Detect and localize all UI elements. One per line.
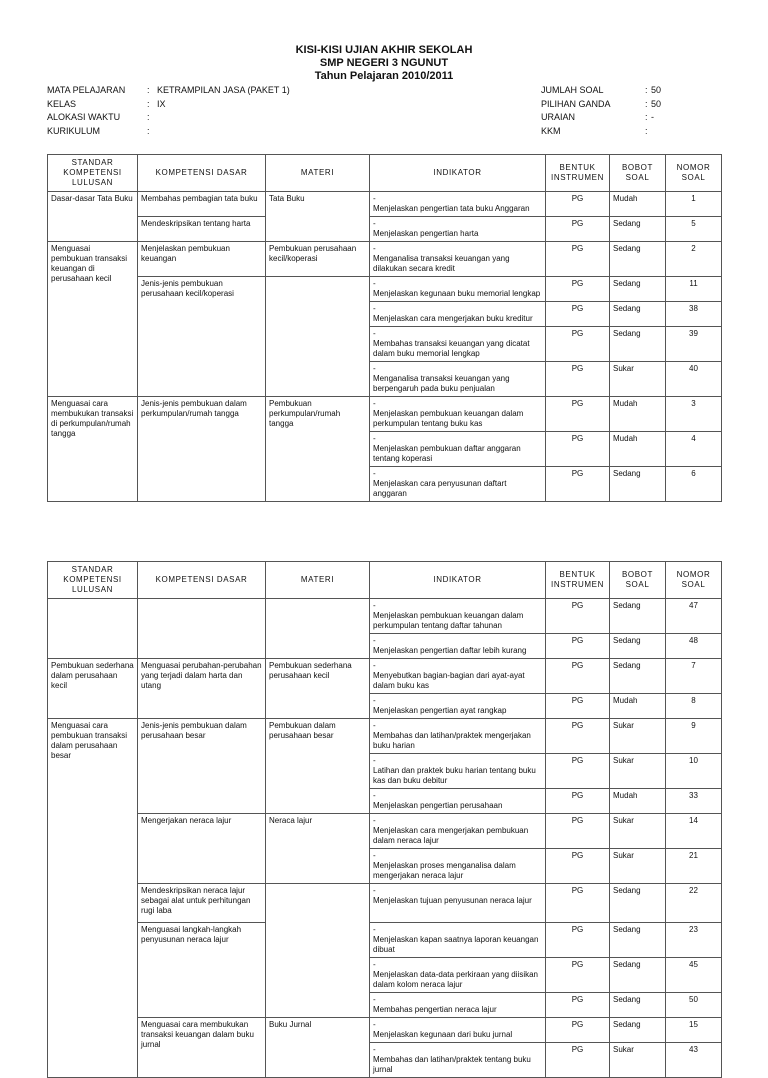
info-value: 50 <box>651 98 662 109</box>
table-row <box>48 1018 722 1043</box>
col-header-nomor: NOMOR SOAL <box>666 155 722 192</box>
bullet-dash: - <box>373 1020 376 1029</box>
cell-bentuk: PG <box>546 659 610 694</box>
cell-bentuk: PG <box>546 362 610 397</box>
cell-indikator <box>370 432 546 467</box>
cell-bobot: Sedang <box>610 302 666 327</box>
info-colon: : <box>645 112 648 122</box>
cell-skl: Pembukuan sederhana dalam perusahaan kecil <box>48 659 138 719</box>
table-row <box>48 242 722 277</box>
cell-nomor: 1 <box>666 192 722 217</box>
cell-indikator <box>370 694 546 719</box>
bullet-dash: - <box>373 304 376 313</box>
info-row <box>541 84 661 98</box>
cell-kd: Jenis-jenis pembukuan dalam perkumpulan/rumah tangga <box>138 397 266 502</box>
cell-nomor: 22 <box>666 884 722 923</box>
indikator-text: Membahas transaksi keuangan yang dicatat dalam buku memorial lengkap <box>373 339 530 358</box>
bullet-dash: - <box>373 399 376 408</box>
table-row <box>48 719 722 754</box>
indikator-text: Menjelaskan pengertian daftar lebih kurang <box>373 646 527 655</box>
indikator-text: Menjelaskan pembukuan daftar anggaran tentang koperasi <box>373 444 521 463</box>
cell-nomor: 21 <box>666 849 722 884</box>
bullet-dash: - <box>373 886 376 895</box>
indikator-text: Menganalisa transaksi keuangan yang dilakukan secara kredit <box>373 254 510 273</box>
cell-bentuk: PG <box>546 1018 610 1043</box>
info-row <box>541 98 661 112</box>
cell-nomor: 43 <box>666 1043 722 1078</box>
cell-nomor: 39 <box>666 327 722 362</box>
bullet-dash: - <box>373 219 376 228</box>
col-header-materi: MATERI <box>266 155 370 192</box>
cell-bentuk: PG <box>546 634 610 659</box>
table-row <box>48 814 722 849</box>
bullet-dash: - <box>373 434 376 443</box>
indikator-text: Menganalisa transaksi keuangan yang berpengaruh pada buku penjualan <box>373 374 510 393</box>
cell-indikator <box>370 397 546 432</box>
cell-materi: Buku Jurnal <box>266 1018 370 1078</box>
cell-nomor: 6 <box>666 467 722 502</box>
cell-kd <box>138 599 266 659</box>
info-colon: : <box>147 112 150 122</box>
cell-nomor: 8 <box>666 694 722 719</box>
cell-kd: Menguasai langkah-langkah penyusunan neraca lajur <box>138 923 266 1018</box>
cell-nomor: 3 <box>666 397 722 432</box>
bullet-dash: - <box>373 194 376 203</box>
cell-materi <box>266 599 370 659</box>
cell-bentuk: PG <box>546 719 610 754</box>
indikator-text: Menyebutkan bagian-bagian dari ayat-ayat dalam buku kas <box>373 671 525 690</box>
info-value: 50 <box>651 85 662 95</box>
cell-bentuk: PG <box>546 884 610 923</box>
cell-bobot: Sedang <box>610 277 666 302</box>
table-row <box>48 397 722 432</box>
cell-bentuk: PG <box>546 694 610 719</box>
info-row <box>47 84 290 98</box>
cell-indikator <box>370 302 546 327</box>
cell-bentuk: PG <box>546 958 610 993</box>
cell-indikator <box>370 599 546 634</box>
info-value: IX <box>157 98 166 109</box>
indikator-text: Membahas dan latihan/praktek mengerjakan buku harian <box>373 731 531 750</box>
table-row <box>48 217 722 242</box>
cell-nomor: 45 <box>666 958 722 993</box>
info-colon: : <box>147 125 150 136</box>
cell-nomor: 50 <box>666 993 722 1018</box>
info-row <box>541 125 661 139</box>
indikator-text: Menjelaskan kapan saatnya laporan keuangan dibuat <box>373 935 539 954</box>
info-label: PILIHAN GANDA <box>541 98 611 109</box>
cell-indikator <box>370 362 546 397</box>
cell-bobot: Mudah <box>610 432 666 467</box>
cell-bentuk: PG <box>546 217 610 242</box>
cell-bobot: Sedang <box>610 242 666 277</box>
cell-nomor: 47 <box>666 599 722 634</box>
cell-indikator <box>370 849 546 884</box>
table-row <box>48 884 722 923</box>
info-colon: : <box>645 85 648 95</box>
cell-kd: Mengerjakan neraca lajur <box>138 814 266 884</box>
cell-nomor: 15 <box>666 1018 722 1043</box>
table-row <box>48 192 722 217</box>
cell-bobot: Sedang <box>610 993 666 1018</box>
indikator-text: Membahas pengertian neraca lajur <box>373 1005 497 1014</box>
cell-bentuk: PG <box>546 1043 610 1078</box>
cell-nomor: 9 <box>666 719 722 754</box>
indikator-text: Menjelaskan cara penyusunan daftart anggaran <box>373 479 507 498</box>
bullet-dash: - <box>373 960 376 969</box>
cell-materi: Pembukuan sederhana perusahaan kecil <box>266 659 370 719</box>
cell-indikator <box>370 1043 546 1078</box>
cell-materi: Pembukuan dalam perusahaan besar <box>266 719 370 814</box>
bullet-dash: - <box>373 364 376 373</box>
col-header-bobot: BOBOT SOAL <box>610 155 666 192</box>
cell-materi <box>266 277 370 397</box>
cell-nomor: 11 <box>666 277 722 302</box>
cell-materi: Pembukuan perusahaan kecil/koperasi <box>266 242 370 277</box>
cell-kd: Jenis-jenis pembukuan perusahaan kecil/koperasi <box>138 277 266 397</box>
col-header-indikator: INDIKATOR <box>370 562 546 599</box>
cell-bobot: Sedang <box>610 1018 666 1043</box>
school-name: SMP NEGERI 3 NGUNUT <box>319 57 449 69</box>
cell-materi <box>266 884 370 1018</box>
cell-kd: Membahas pembagian tata buku <box>138 192 266 217</box>
cell-bentuk: PG <box>546 397 610 432</box>
cell-nomor: 10 <box>666 754 722 789</box>
cell-nomor: 33 <box>666 789 722 814</box>
cell-indikator <box>370 277 546 302</box>
cell-bentuk: PG <box>546 993 610 1018</box>
cell-skl: Dasar-dasar Tata Buku <box>48 192 138 242</box>
cell-indikator <box>370 993 546 1018</box>
exam-info-right <box>541 84 661 138</box>
indikator-text: Membahas dan latihan/praktek tentang buku jurnal <box>373 1055 531 1074</box>
cell-indikator <box>370 217 546 242</box>
cell-indikator <box>370 789 546 814</box>
info-row <box>47 111 290 125</box>
indikator-text: Menjelaskan pengertian perusahaan <box>373 801 503 810</box>
bullet-dash: - <box>373 791 376 800</box>
info-label: ALOKASI WAKTU <box>47 112 121 122</box>
indikator-text: Menjelaskan pembukuan keuangan dalam perkumpulan tentang buku kas <box>373 409 524 428</box>
cell-bobot: Mudah <box>610 397 666 432</box>
cell-skl: Menguasai cara pembukuan transaksi dalam perusahaan besar <box>48 719 138 1078</box>
cell-bobot: Sedang <box>610 634 666 659</box>
indikator-text: Menjelaskan pengertian ayat rangkap <box>373 706 507 715</box>
bullet-dash: - <box>373 329 376 338</box>
col-header-skl: STANDAR KOMPETENSI LULUSAN <box>48 562 138 599</box>
cell-bobot: Mudah <box>610 789 666 814</box>
table-row <box>48 659 722 694</box>
cell-indikator <box>370 754 546 789</box>
kisi-table-1 <box>47 154 722 502</box>
bullet-dash: - <box>373 279 376 288</box>
cell-bobot: Sedang <box>610 327 666 362</box>
cell-indikator <box>370 814 546 849</box>
cell-indikator <box>370 192 546 217</box>
cell-bentuk: PG <box>546 277 610 302</box>
cell-bobot: Sedang <box>610 659 666 694</box>
col-header-bobot: BOBOT SOAL <box>610 562 666 599</box>
indikator-text: Menjelaskan kegunaan buku memorial lengkap <box>373 289 541 298</box>
indikator-text: Menjelaskan cara mengerjakan buku kreditur <box>373 314 533 323</box>
indikator-text: Menjelaskan proses menganalisa dalam mengerjakan neraca lajur <box>373 861 516 880</box>
cell-skl: Menguasai cara membukukan transaksi di perkumpulan/rumah tangga <box>48 397 138 502</box>
cell-indikator <box>370 327 546 362</box>
cell-indikator <box>370 884 546 923</box>
table-row <box>48 923 722 958</box>
table-row <box>48 599 722 634</box>
cell-bentuk: PG <box>546 242 610 277</box>
bullet-dash: - <box>373 851 376 860</box>
cell-materi: Tata Buku <box>266 192 370 242</box>
info-row <box>47 98 290 112</box>
cell-indikator <box>370 1018 546 1043</box>
cell-indikator <box>370 634 546 659</box>
col-header-materi: MATERI <box>266 562 370 599</box>
cell-nomor: 23 <box>666 923 722 958</box>
cell-kd: Mendeskripsikan tentang harta <box>138 217 266 242</box>
cell-bobot: Mudah <box>610 694 666 719</box>
info-label: KKM <box>541 125 561 136</box>
indikator-text: Menjelaskan data-data perkiraan yang diisikan dalam kolom neraca lajur <box>373 970 538 989</box>
academic-year: Tahun Pelajaran 2010/2011 <box>314 70 454 82</box>
info-label: JUMLAH SOAL <box>541 85 604 95</box>
cell-bentuk: PG <box>546 467 610 502</box>
exam-info-left <box>47 84 290 138</box>
cell-bobot: Sukar <box>610 362 666 397</box>
cell-nomor: 2 <box>666 242 722 277</box>
indikator-text: Latihan dan praktek buku harian tentang buku kas dan buku debitur <box>373 766 536 785</box>
cell-bentuk: PG <box>546 302 610 327</box>
indikator-text: Menjelaskan tujuan penyusunan neraca lajur <box>373 896 532 905</box>
col-header-indikator: INDIKATOR <box>370 155 546 192</box>
cell-bobot: Sukar <box>610 719 666 754</box>
cell-kd: Menguasai cara membukukan transaksi keuangan dalam buku jurnal <box>138 1018 266 1078</box>
cell-bobot: Sedang <box>610 467 666 502</box>
table-header-row <box>48 155 722 192</box>
cell-bobot: Sedang <box>610 599 666 634</box>
document-header <box>0 44 768 83</box>
info-row <box>541 111 661 125</box>
info-colon: : <box>147 98 150 109</box>
bullet-dash: - <box>373 756 376 765</box>
indikator-text: Menjelaskan kegunaan dari buku jurnal <box>373 1030 513 1039</box>
cell-nomor: 14 <box>666 814 722 849</box>
cell-bobot: Mudah <box>610 192 666 217</box>
cell-nomor: 4 <box>666 432 722 467</box>
cell-bentuk: PG <box>546 923 610 958</box>
cell-bobot: Sukar <box>610 849 666 884</box>
info-colon: : <box>645 125 648 136</box>
indikator-text: Menjelaskan cara mengerjakan pembukuan dalam neraca lajur <box>373 826 529 845</box>
cell-materi: Pembukuan perkumpulan/rumah tangga <box>266 397 370 502</box>
cell-bentuk: PG <box>546 754 610 789</box>
info-row <box>47 125 290 139</box>
bullet-dash: - <box>373 469 376 478</box>
indikator-text: Menjelaskan pembukuan keuangan dalam perkumpulan tentang daftar tahunan <box>373 611 524 630</box>
cell-bobot: Sedang <box>610 958 666 993</box>
info-colon: : <box>147 85 150 95</box>
info-label: KELAS <box>47 98 77 109</box>
cell-bobot: Sedang <box>610 923 666 958</box>
table-row <box>48 277 722 302</box>
cell-skl: Menguasai pembukuan transaksi keuangan di perusahaan kecil <box>48 242 138 397</box>
kisi-table-2 <box>47 561 722 1078</box>
bullet-dash: - <box>373 661 376 670</box>
cell-bentuk: PG <box>546 432 610 467</box>
cell-indikator <box>370 467 546 502</box>
cell-indikator <box>370 923 546 958</box>
cell-indikator <box>370 659 546 694</box>
cell-bobot: Sukar <box>610 814 666 849</box>
info-label: URAIAN <box>541 112 576 122</box>
bullet-dash: - <box>373 1045 376 1054</box>
cell-kd: Mendeskripsikan neraca lajur sebagai alat untuk perhitungan rugi laba <box>138 884 266 923</box>
cell-kd: Jenis-jenis pembukuan dalam perusahaan besar <box>138 719 266 814</box>
cell-skl <box>48 599 138 659</box>
cell-materi: Neraca lajur <box>266 814 370 884</box>
cell-nomor: 48 <box>666 634 722 659</box>
col-header-nomor: NOMOR SOAL <box>666 562 722 599</box>
col-header-bentuk: BENTUK INSTRUMEN <box>546 562 610 599</box>
cell-indikator <box>370 958 546 993</box>
bullet-dash: - <box>373 696 376 705</box>
cell-nomor: 38 <box>666 302 722 327</box>
info-label: KURIKULUM <box>47 125 101 136</box>
bullet-dash: - <box>373 636 376 645</box>
cell-bobot: Sukar <box>610 1043 666 1078</box>
indikator-text: Menjelaskan pengertian harta <box>373 229 479 238</box>
info-value: KETRAMPILAN JASA (PAKET 1) <box>157 85 290 95</box>
cell-nomor: 7 <box>666 659 722 694</box>
info-value: - <box>651 112 654 122</box>
col-header-kd: KOMPETENSI DASAR <box>138 562 266 599</box>
col-header-bentuk: BENTUK INSTRUMEN <box>546 155 610 192</box>
cell-bobot: Sukar <box>610 754 666 789</box>
bullet-dash: - <box>373 816 376 825</box>
cell-kd: Menjelaskan pembukuan keuangan <box>138 242 266 277</box>
col-header-kd: KOMPETENSI DASAR <box>138 155 266 192</box>
cell-bobot: Sedang <box>610 217 666 242</box>
col-header-skl: STANDAR KOMPETENSI LULUSAN <box>48 155 138 192</box>
cell-bentuk: PG <box>546 789 610 814</box>
cell-bentuk: PG <box>546 599 610 634</box>
cell-bentuk: PG <box>546 192 610 217</box>
document-title: KISI-KISI UJIAN AKHIR SEKOLAH <box>295 44 473 56</box>
info-label: MATA PELAJARAN <box>47 85 126 95</box>
cell-bentuk: PG <box>546 814 610 849</box>
cell-indikator <box>370 719 546 754</box>
cell-kd: Menguasai perubahan-perubahan yang terjadi dalam harta dan utang <box>138 659 266 719</box>
cell-nomor: 5 <box>666 217 722 242</box>
table-header-row <box>48 562 722 599</box>
cell-indikator <box>370 242 546 277</box>
bullet-dash: - <box>373 244 376 253</box>
cell-bentuk: PG <box>546 327 610 362</box>
bullet-dash: - <box>373 601 376 610</box>
bullet-dash: - <box>373 721 376 730</box>
indikator-text: Menjelaskan pengertian tata buku Anggaran <box>373 204 530 213</box>
cell-nomor: 40 <box>666 362 722 397</box>
bullet-dash: - <box>373 925 376 934</box>
cell-bentuk: PG <box>546 849 610 884</box>
info-colon: : <box>645 98 648 109</box>
bullet-dash: - <box>373 995 376 1004</box>
cell-bobot: Sedang <box>610 884 666 923</box>
